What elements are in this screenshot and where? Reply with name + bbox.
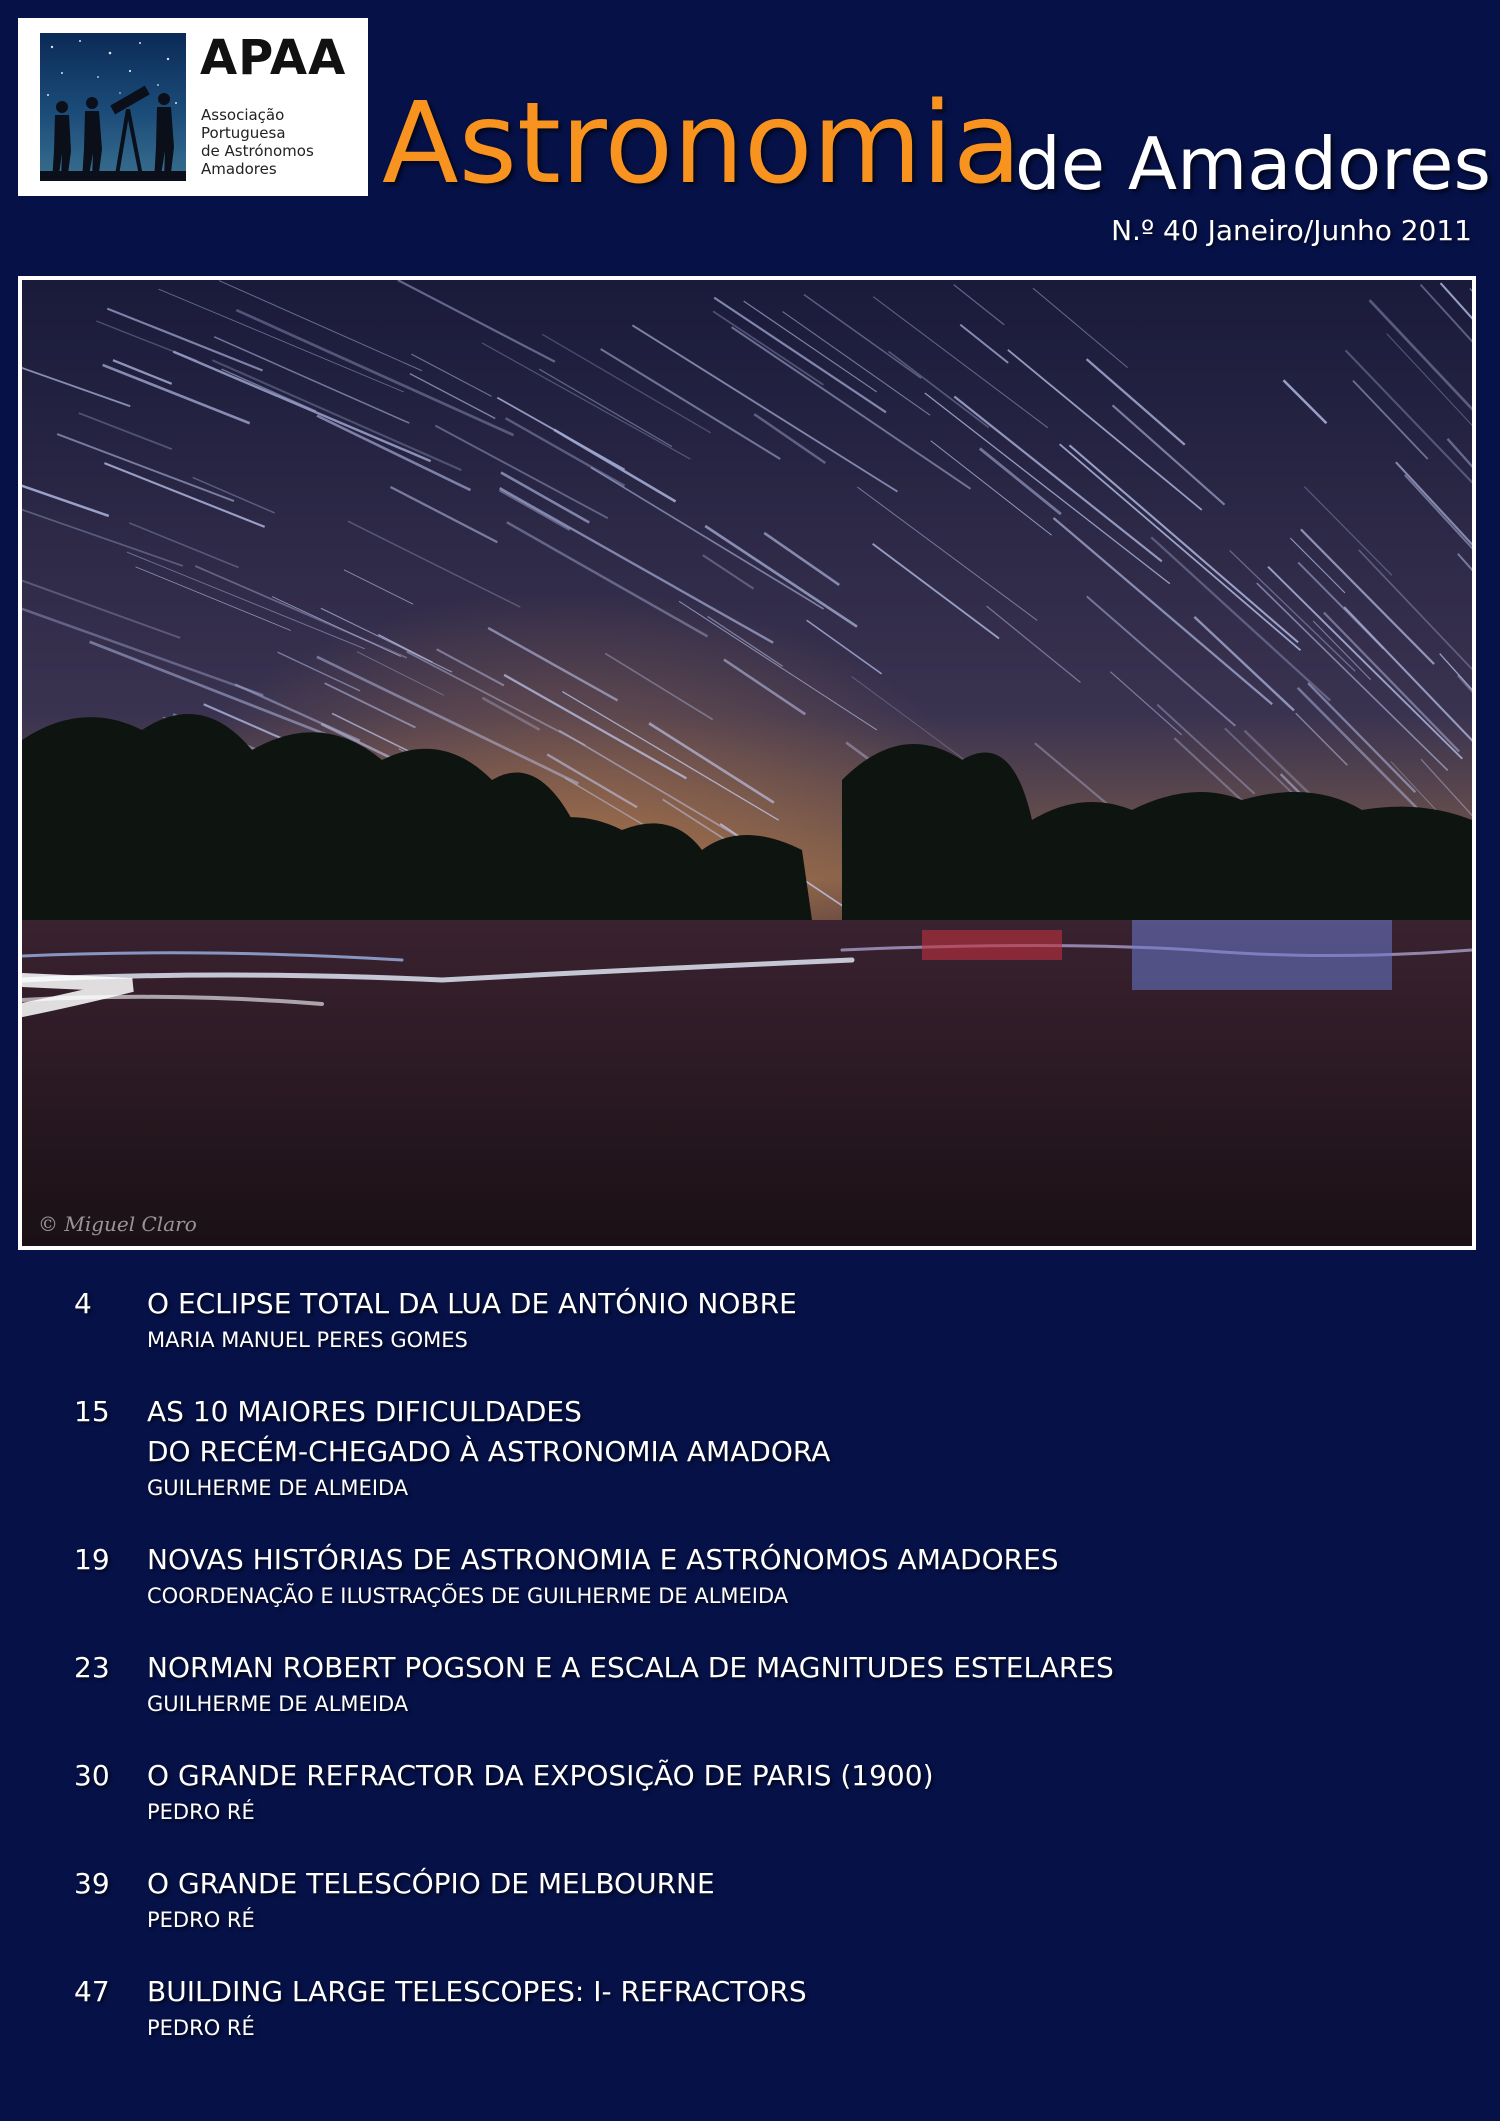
- toc-title-line: O GRANDE TELESCÓPIO DE MELBOURNE: [147, 1867, 715, 1900]
- toc-title: [147, 1392, 1500, 1472]
- toc-page-number: 39: [74, 1867, 110, 1900]
- toc-page-number: 4: [74, 1287, 92, 1320]
- toc-author: GUILHERME DE ALMEIDA: [147, 1476, 409, 1500]
- toc-item[interactable]: [0, 1648, 1500, 1720]
- toc-title: [147, 1284, 1500, 1324]
- table-of-contents: [0, 1284, 1500, 2080]
- toc-title-line: AS 10 MAIORES DIFICULDADES: [147, 1395, 582, 1428]
- toc-item[interactable]: [0, 1540, 1500, 1612]
- toc-author: PEDRO RÉ: [147, 1800, 255, 1824]
- toc-title: [147, 1756, 1500, 1796]
- toc-page-number: 19: [74, 1543, 110, 1576]
- magazine-subtitle: de Amadores: [1015, 122, 1491, 206]
- toc-title-line: O ECLIPSE TOTAL DA LUA DE ANTÓNIO NOBRE: [147, 1287, 797, 1320]
- toc-author: GUILHERME DE ALMEIDA: [147, 1692, 409, 1716]
- toc-author: COORDENAÇÃO E ILUSTRAÇÕES DE GUILHERME DE ALMEIDA: [147, 1584, 789, 1608]
- stargazers-logo-icon: [40, 33, 186, 181]
- toc-title: [147, 1648, 1500, 1688]
- toc-title-line: O GRANDE REFRACTOR DA EXPOSIÇÃO DE PARIS (1900): [147, 1759, 934, 1792]
- toc-author: PEDRO RÉ: [147, 2016, 255, 2040]
- logo-name-line: de Astrónomos: [201, 142, 314, 160]
- toc-page-number: 23: [74, 1651, 110, 1684]
- toc-title: [147, 1540, 1500, 1580]
- logo-name-line: Portuguesa: [201, 124, 286, 142]
- toc-title: [147, 1864, 1500, 1904]
- photo-credit: © Miguel Claro: [38, 1212, 197, 1236]
- magazine-title: Astronomia: [382, 79, 1022, 209]
- toc-title-line: BUILDING LARGE TELESCOPES: I- REFRACTORS: [147, 1975, 807, 2008]
- toc-title-line: NORMAN ROBERT POGSON E A ESCALA DE MAGNITUDES ESTELARES: [147, 1651, 1114, 1684]
- toc-page-number: 30: [74, 1759, 110, 1792]
- logo-abbreviation: APAA: [200, 30, 347, 86]
- logo-name-line: Amadores: [201, 160, 277, 178]
- apaa-logo: [18, 18, 368, 196]
- toc-item[interactable]: [0, 1392, 1500, 1504]
- toc-title-line: DO RECÉM-CHEGADO À ASTRONOMIA AMADORA: [147, 1435, 831, 1468]
- toc-author: MARIA MANUEL PERES GOMES: [147, 1328, 468, 1352]
- issue-number: N.º 40 Janeiro/Junho 2011: [1111, 214, 1472, 247]
- toc-item[interactable]: [0, 1284, 1500, 1356]
- toc-title: [147, 1972, 1500, 2012]
- toc-item[interactable]: [0, 1972, 1500, 2044]
- cover-photo: [18, 276, 1476, 1250]
- logo-name-line: Associação: [201, 106, 285, 124]
- toc-page-number: 15: [74, 1395, 110, 1428]
- star-trails-photo-icon: [22, 280, 1472, 1246]
- toc-item[interactable]: [0, 1864, 1500, 1936]
- logo-full-name: [201, 106, 361, 178]
- toc-page-number: 47: [74, 1975, 110, 2008]
- toc-author: PEDRO RÉ: [147, 1908, 255, 1932]
- toc-item[interactable]: [0, 1756, 1500, 1828]
- toc-title-line: NOVAS HISTÓRIAS DE ASTRONOMIA E ASTRÓNOMOS AMADORES: [147, 1543, 1059, 1576]
